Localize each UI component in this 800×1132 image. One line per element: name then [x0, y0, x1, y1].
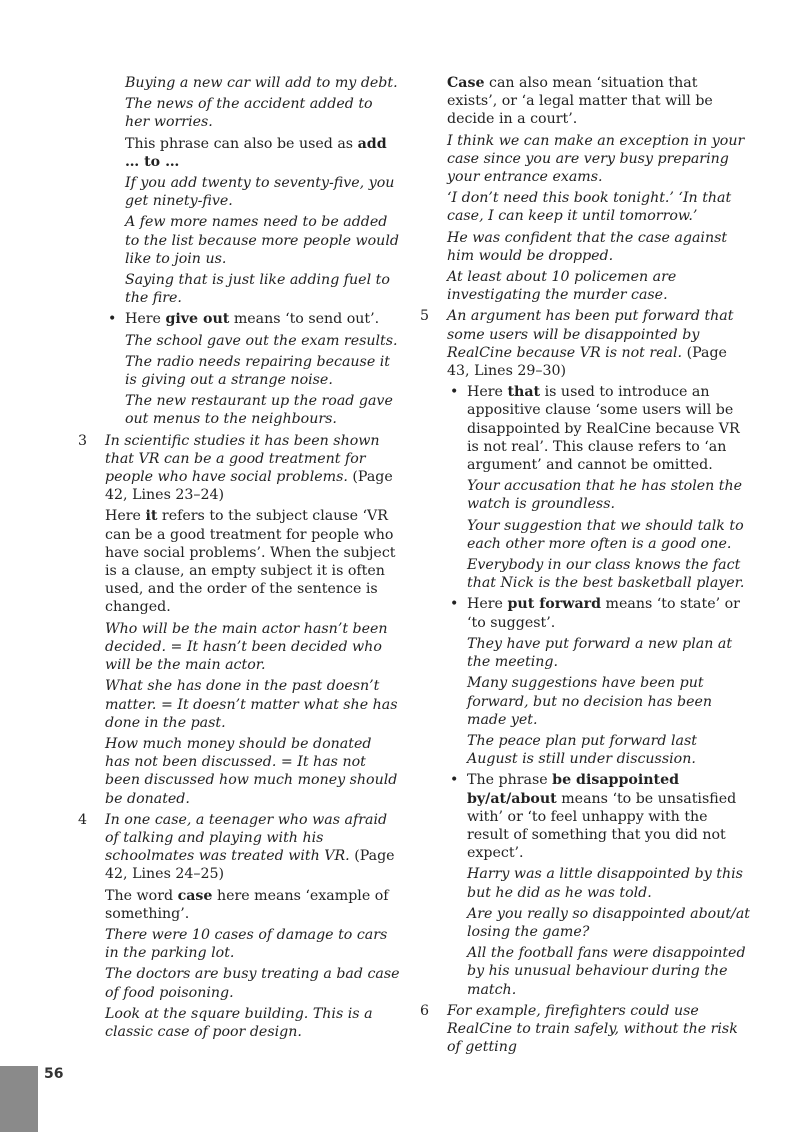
explanation-text: The phrase be disappointed by/at/about means ‘to be unsatisfied with’ or ‘to feel unhappy with the result of something that you did not expect’.: [467, 772, 737, 862]
page-tab: [0, 1066, 38, 1132]
item-number: 4: [78, 811, 88, 828]
example-sentence: Everybody in our class knows the fact that Nick is the best basketball player.: [467, 557, 745, 592]
explanation-text: Case can also mean ‘situation that exists’, or ‘a legal matter that will be decide in a court’.: [447, 75, 713, 128]
bullet-icon: •: [450, 384, 459, 401]
numbered-item-3: [78, 432, 400, 808]
quote-text: In scientific studies it has been shown that VR can be a good treatment for people who have social problems. (Page 42, Lines 23–24): [105, 432, 393, 504]
left-column: [78, 74, 400, 1044]
numbered-item-4: [78, 811, 400, 1041]
quote-text: For example, firefighters could use RealCine to train safely, without the risk of getting: [447, 1002, 738, 1056]
example-sentence: Who will be the main actor hasn’t been decided. = It hasn’t been decided who will be the main actor.: [105, 620, 388, 674]
example-sentence: The radio needs repairing because it is giving out a strange noise.: [125, 353, 390, 389]
quote-text: In one case, a teenager who was afraid of talking and playing with his schoolmates was treated with VR. (Page 42, Lines 24–25): [105, 811, 395, 883]
bullet-item: [447, 595, 750, 768]
example-sentence: The peace plan put forward last August is still under discussion.: [467, 732, 697, 768]
example-sentence: Buying a new car will add to my debt.: [125, 75, 398, 91]
example-sentence: I think we can make an exception in your case since you are very busy preparing your entrance exams.: [447, 132, 745, 186]
example-sentence: The doctors are busy treating a bad case of food poisoning.: [105, 966, 400, 1001]
bullet-icon: •: [450, 772, 459, 789]
bullet-item: [447, 771, 750, 998]
explanation-text: This phrase can also be used as add … to …: [125, 135, 387, 170]
example-sentence: He was confident that the case against him would be dropped.: [447, 229, 728, 264]
example-sentence: Harry was a little disappointed by this but he did as he was told.: [467, 866, 743, 901]
example-sentence: Are you really so disappointed about/at losing the game?: [467, 905, 750, 940]
example-sentence: All the football fans were disappointed by his unusual behaviour during the match.: [467, 945, 746, 998]
example-sentence: The new restaurant up the road gave out menus to the neighbours.: [125, 393, 393, 428]
numbered-item-6: [420, 1002, 750, 1057]
example-sentence: If you add twenty to seventy-five, you get ninety-five.: [125, 175, 395, 210]
example-sentence: There were 10 cases of damage to cars in the parking lot.: [105, 926, 388, 962]
example-sentence: Your accusation that he has stolen the watch is groundless.: [467, 478, 743, 513]
explanation-text: Here put forward means ‘to state’ or ‘to suggest’.: [467, 596, 740, 631]
right-column: [420, 74, 750, 1059]
quote-text: An argument has been put forward that some users will be disappointed by RealCine because VR is not real. (Page 43, Lines 29–30): [447, 308, 734, 380]
item-number: 3: [78, 432, 88, 449]
item-number: 6: [420, 1002, 430, 1019]
example-sentence: ‘I don’t need this book tonight.’ ‘In that case, I can keep it until tomorrow.’: [447, 190, 732, 225]
explanation-text: Here that is used to introduce an appositive clause ‘some users will be disappointed by RealCine because VR is not real’. This clause refers to ‘an argument’ and cannot be omitted.: [467, 384, 740, 474]
example-sentence: Saying that is just like adding fuel to the fire.: [125, 272, 390, 307]
example-sentence: Look at the square building. This is a classic case of poor design.: [105, 1005, 373, 1040]
bullet-item: [105, 310, 400, 428]
example-sentence: They have put forward a new plan at the meeting.: [467, 635, 733, 671]
page-number: 56: [44, 1066, 64, 1082]
example-sentence: At least about 10 policemen are investigating the murder case.: [447, 269, 677, 304]
explanation-text: The word case here means ‘example of something’.: [105, 887, 389, 922]
explanation-text: Here give out means ‘to send out’.: [125, 311, 380, 328]
example-sentence: A few more names need to be added to the list because more people would like to join us.: [125, 214, 399, 267]
item-number: 5: [420, 308, 430, 325]
example-sentence: Many suggestions have been put forward, but no decision has been made yet.: [467, 675, 713, 728]
bullet-item: [447, 383, 750, 592]
example-sentence: The news of the accident added to her worries.: [125, 96, 373, 131]
explanation-text: Here it refers to the subject clause ‘VR can be a good treatment for people who have social problems’. When the subject is a clause, an empty subject it is often used, and the order of the sentence is changed.: [105, 508, 396, 616]
example-sentence: How much money should be donated has not been discussed. = It has not been discussed how much money should be donated.: [105, 735, 398, 807]
bullet-icon: •: [108, 311, 117, 328]
example-sentence: What she has done in the past doesn’t matter. = It doesn’t matter what she has done in the past.: [105, 678, 398, 731]
numbered-item-5: [420, 307, 750, 998]
bullet-icon: •: [450, 596, 459, 613]
example-sentence: The school gave out the exam results.: [125, 332, 398, 349]
example-sentence: Your suggestion that we should talk to each other more often is a good one.: [467, 517, 744, 552]
